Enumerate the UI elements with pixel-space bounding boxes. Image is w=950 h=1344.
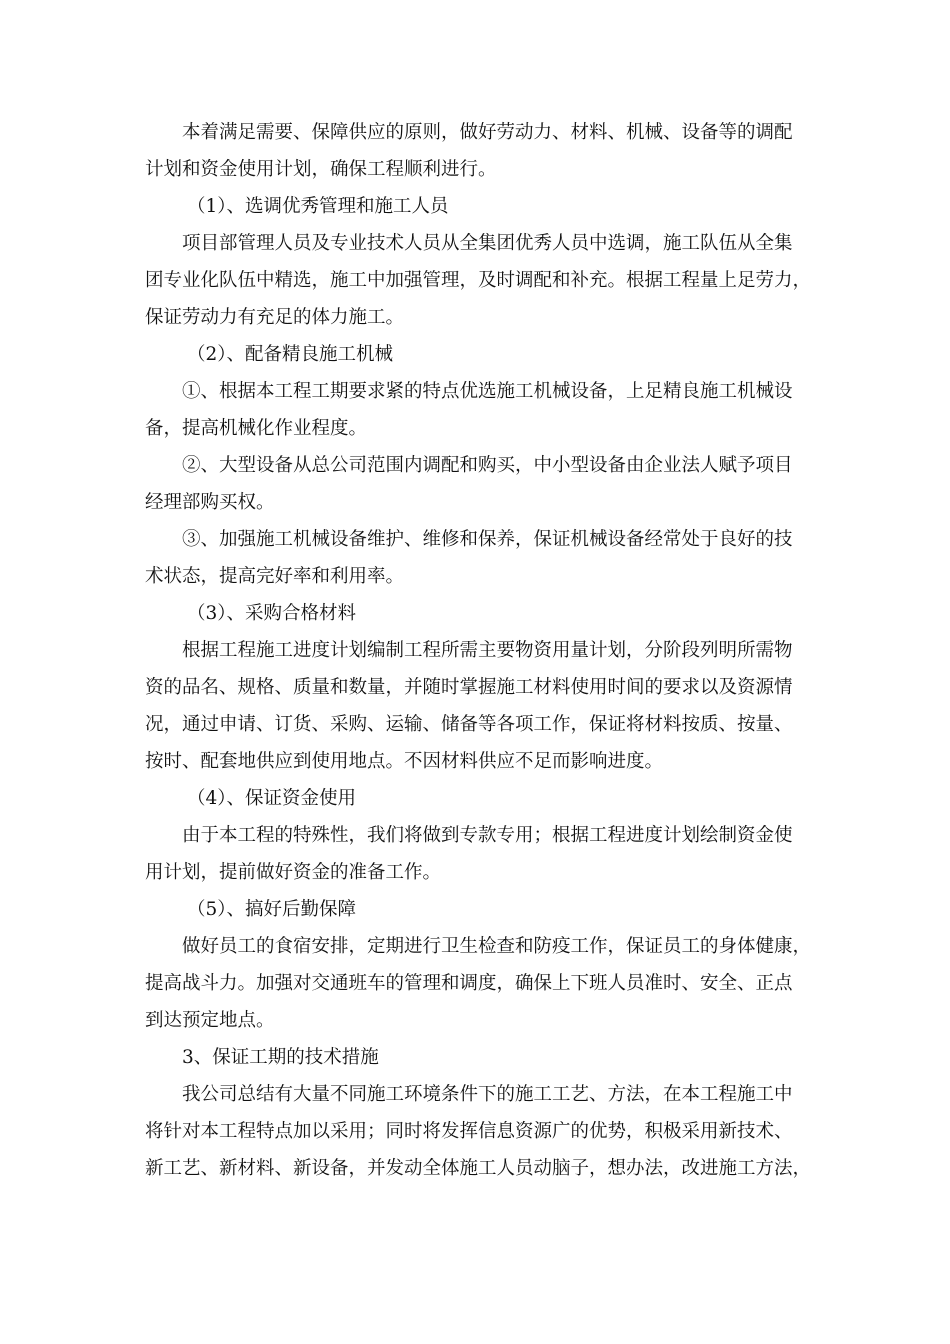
body-paragraph bbox=[145, 1076, 812, 1187]
paragraph-line: 将针对本工程特点加以采用；同时将发挥信息资源广的优势，积极采用新技术、 bbox=[145, 1121, 793, 1142]
body-paragraph bbox=[145, 817, 807, 891]
subsection-heading: （3）、采购合格材料 bbox=[187, 603, 357, 624]
paragraph-line: 况，通过申请、订货、采购、运输、储备等各项工作，保证将材料按质、按量、 bbox=[145, 714, 793, 735]
section-heading: 3、保证工期的技术措施 bbox=[182, 1047, 379, 1068]
paragraph-line: 根据工程施工进度计划编制工程所需主要物资用量计划，分阶段列明所需物 bbox=[182, 640, 793, 661]
paragraph-line: 到达预定地点。 bbox=[145, 1010, 275, 1031]
paragraph-line: ②、大型设备从总公司范围内调配和购买，中小型设备由企业法人赋予项目 bbox=[182, 455, 793, 476]
paragraph-line: ③、加强施工机械设备维护、维修和保养，保证机械设备经常处于良好的技 bbox=[182, 529, 793, 550]
paragraph-line: 用计划，提前做好资金的准备工作。 bbox=[145, 862, 442, 883]
body-paragraph bbox=[145, 373, 807, 447]
paragraph-line: 项目部管理人员及专业技术人员从全集团优秀人员中选调，施工队伍从全集 bbox=[182, 233, 793, 254]
paragraph-line: 做好员工的食宿安排，定期进行卫生检查和防疫工作，保证员工的身体健康， bbox=[182, 936, 812, 957]
paragraph-line: 计划和资金使用计划，确保工程顺利进行。 bbox=[145, 159, 497, 180]
paragraph-line: 提高战斗力。加强对交通班车的管理和调度，确保上下班人员准时、安全、正点 bbox=[145, 973, 793, 994]
paragraph-line: 本着满足需要、保障供应的原则，做好劳动力、材料、机械、设备等的调配 bbox=[182, 122, 793, 143]
body-paragraph bbox=[145, 521, 807, 595]
subsection-heading: （2）、配备精良施工机械 bbox=[187, 344, 394, 365]
paragraph-line: 术状态，提高完好率和利用率。 bbox=[145, 566, 405, 587]
body-paragraph bbox=[145, 632, 807, 780]
body-paragraph bbox=[145, 114, 807, 188]
paragraph-line: 新工艺、新材料、新设备，并发动全体施工人员动脑子，想办法，改进施工方法， bbox=[145, 1158, 812, 1179]
paragraph-line: 我公司总结有大量不同施工环境条件下的施工工艺、方法，在本工程施工中 bbox=[182, 1084, 793, 1105]
paragraph-line: 保证劳动力有充足的体力施工。 bbox=[145, 307, 405, 328]
paragraph-line: ①、根据本工程工期要求紧的特点优选施工机械设备，上足精良施工机械设 bbox=[182, 381, 793, 402]
paragraph-line: 按时、配套地供应到使用地点。不因材料供应不足而影响进度。 bbox=[145, 751, 664, 772]
paragraph-line: 备，提高机械化作业程度。 bbox=[145, 418, 368, 439]
paragraph-line: 由于本工程的特殊性，我们将做到专款专用；根据工程进度计划绘制资金使 bbox=[182, 825, 793, 846]
paragraph-line: 资的品名、规格、质量和数量，并随时掌握施工材料使用时间的要求以及资源情 bbox=[145, 677, 793, 698]
subsection-heading: （5）、搞好后勤保障 bbox=[187, 899, 357, 920]
paragraph-line: 经理部购买权。 bbox=[145, 492, 275, 513]
paragraph-line: 团专业化队伍中精选，施工中加强管理，及时调配和补充。根据工程量上足劳力， bbox=[145, 270, 812, 291]
document-body bbox=[145, 114, 812, 1187]
subsection-heading: （4）、保证资金使用 bbox=[187, 788, 357, 809]
body-paragraph bbox=[145, 225, 812, 336]
body-paragraph bbox=[145, 928, 812, 1039]
body-paragraph bbox=[145, 447, 807, 521]
subsection-heading: （1）、选调优秀管理和施工人员 bbox=[187, 196, 449, 217]
